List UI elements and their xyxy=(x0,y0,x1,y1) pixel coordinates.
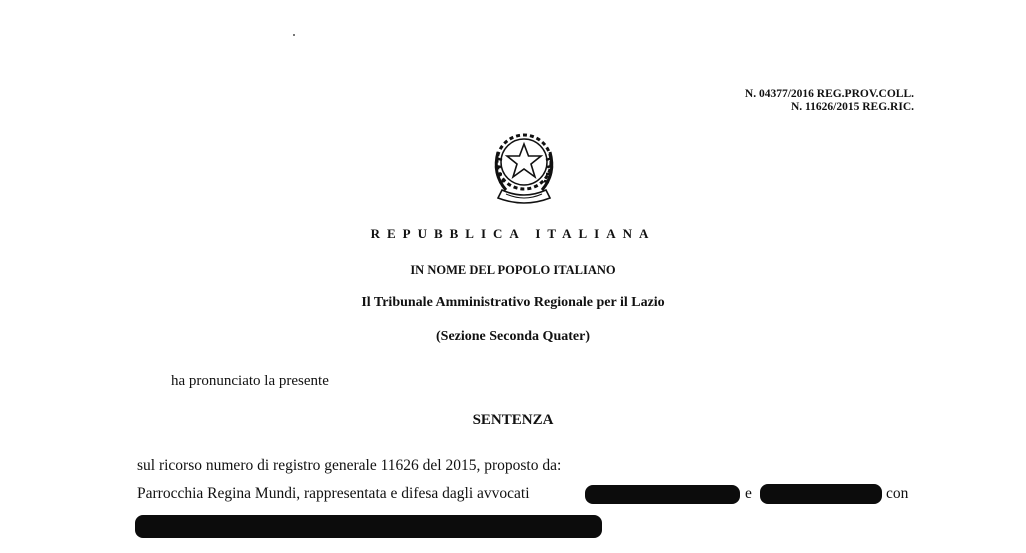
ricorso-line: sul ricorso numero di registro generale 11626 del 2015, proposto da: xyxy=(137,457,562,474)
sezione-heading: (Sezione Seconda Quater) xyxy=(436,329,590,344)
sentenza-title: SENTENZA xyxy=(472,412,554,428)
republic-heading: REPUBBLICA ITALIANA xyxy=(370,226,656,241)
reg-prov-number: N. 04377/2016 REG.PROV.COLL. xyxy=(744,88,914,100)
parrocchia-line: Parrocchia Regina Mundi, rappresentata e difesa dagli avvocati xyxy=(137,485,530,502)
tribunale-heading: Il Tribunale Amministrativo Regionale per il Lazio xyxy=(361,295,665,310)
con-word: con xyxy=(886,485,909,502)
in-nome-heading: IN NOME DEL POPOLO ITALIANO xyxy=(410,263,616,277)
redaction-lawyer-1 xyxy=(585,485,740,504)
redaction-lawyer-2 xyxy=(760,484,882,504)
emblem-of-italy-icon xyxy=(484,122,564,208)
reg-ric-number: N. 11626/2015 REG.RIC. xyxy=(791,101,914,113)
scan-speck xyxy=(293,34,295,36)
conjunction-e: e xyxy=(745,485,752,502)
redaction-address xyxy=(135,515,602,538)
pronunciato-line: ha pronunciato la presente xyxy=(171,373,329,389)
